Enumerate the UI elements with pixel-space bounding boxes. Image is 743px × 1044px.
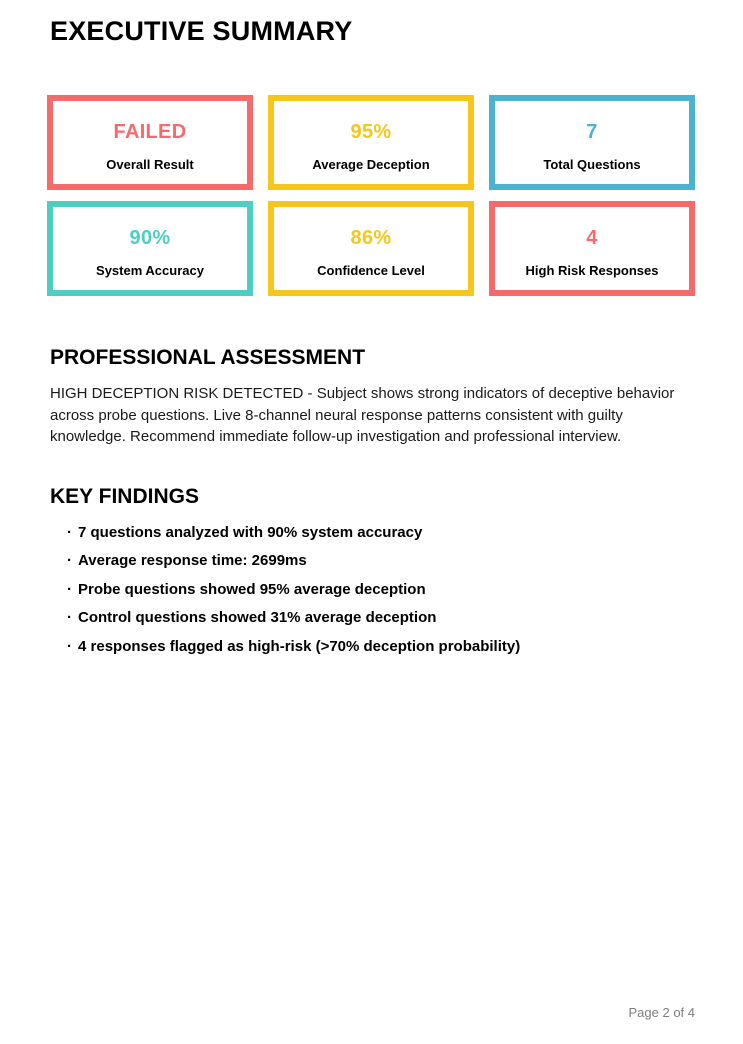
metric-label: Average Deception [312, 156, 430, 172]
metric-value: 86% [350, 226, 392, 249]
page-number: Page 2 of 4 [628, 1005, 695, 1020]
key-finding-text: 4 responses flagged as high-risk (>70% deception probability) [78, 637, 521, 655]
key-finding-item [67, 608, 695, 628]
key-finding-text: Probe questions showed 95% average deception [78, 580, 426, 598]
metric-label: Overall Result [106, 156, 194, 172]
metric-label: Confidence Level [317, 262, 425, 278]
key-finding-item [67, 523, 695, 543]
metric-card-total-questions [489, 95, 695, 190]
metric-label: High Risk Responses [525, 262, 659, 278]
metric-card-high-risk-responses [489, 201, 695, 296]
key-findings-heading: KEY FINDINGS [50, 484, 199, 508]
metric-value: FAILED [113, 120, 187, 143]
professional-assessment-heading: PROFESSIONAL ASSESSMENT [50, 346, 366, 369]
summary-cards-grid [47, 95, 695, 296]
bullet-marker: · [67, 552, 72, 569]
page-content [50, 345, 695, 657]
metric-value: 90% [129, 226, 171, 249]
metric-value: 95% [350, 120, 392, 143]
key-finding-text: Control questions showed 31% average deception [78, 609, 437, 626]
metric-card-average-deception [268, 95, 474, 190]
key-finding-item [67, 637, 695, 657]
key-finding-text: 7 questions analyzed with 90% system accuracy [78, 523, 423, 541]
metric-card-confidence-level [268, 201, 474, 296]
key-finding-item [67, 551, 695, 571]
metric-value: 7 [586, 120, 598, 143]
bullet-marker: · [67, 580, 72, 598]
page-title: EXECUTIVE SUMMARY [50, 16, 353, 46]
metric-label: Total Questions [543, 156, 641, 172]
professional-assessment-text: HIGH DECEPTION RISK DETECTED - Subject shows strong indicators of deceptive behavior across probe questions. Live 8-channel neural response patterns consistent with guilty knowledge. Recommend immediate follow-up investigation and professional interview. [50, 385, 675, 445]
bullet-marker: · [67, 523, 72, 541]
metric-label: System Accuracy [96, 262, 204, 278]
metric-value: 4 [586, 226, 598, 249]
bullet-marker: · [67, 637, 72, 655]
key-finding-text: Average response time: 2699ms [78, 552, 307, 569]
key-finding-item [67, 580, 695, 600]
key-findings-list [50, 523, 695, 657]
metric-card-overall-result [47, 95, 253, 190]
bullet-marker: · [67, 609, 72, 626]
metric-card-system-accuracy [47, 201, 253, 296]
